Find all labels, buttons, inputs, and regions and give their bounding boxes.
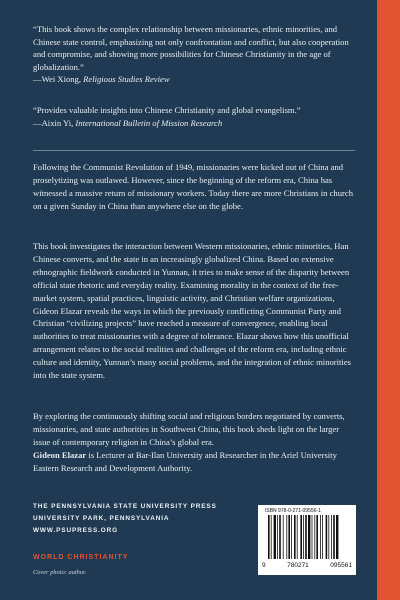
series-name: WORLD CHRISTIANITY	[33, 554, 129, 561]
author-bio-text: is Lecturer at Bar-Ilan University and Researcher in the Ariel University Eastern Research and Development Authority.	[33, 450, 337, 473]
review-quote-2	[33, 104, 355, 129]
review-quote-2-author: —Aixin Yi,	[33, 117, 76, 128]
review-quote-1-text: “This book shows the complex relationship between missionaries, ethnic minorities, and Chinese state control, emphasizing not only confrontation and conflict, but also cooperation and compromise, and showing more possibilities for Chinese Christianity in the age of globalization.”	[33, 24, 349, 72]
review-quote-1-attribution	[33, 73, 355, 86]
isbn-label: ISBN 978-0-271-09556-1	[265, 508, 321, 514]
publisher-website: WWW.PSUPRESS.ORG	[33, 526, 119, 534]
orange-edge-bar	[377, 0, 400, 600]
description-paragraph-1: Following the Communist Revolution of 1949, missionaries were kicked out of China and proselytizing was outlawed. However, since the beginning of the reform era, China has witnessed a massive return of missionary workers. Today there are more Christians in church on a given Sunday in China than anywhere else on the globe.	[33, 162, 353, 211]
publisher-block	[33, 501, 217, 536]
publisher-location: UNIVERSITY PARK, PENNSYLVANIA	[33, 514, 170, 522]
review-quote-1-author: —Wei Xiong,	[33, 74, 84, 85]
cover-credit: Cover photo: author.	[33, 569, 87, 576]
review-quote-2-attribution	[33, 117, 355, 130]
author-bio	[33, 449, 355, 475]
review-quote-2-source: International Bulletin of Mission Research	[75, 117, 223, 128]
isbn-barcode	[258, 505, 356, 575]
review-quote-1	[33, 23, 355, 86]
barcode-digits-right: 095561	[330, 562, 352, 569]
description-paragraph-3: By exploring the continuously shifting social and religious borders negotiated by converts, missionaries, and state authorities in Southwest China, this book sheds light on the larger issue of contemporary religion in China’s global era.	[33, 411, 345, 447]
barcode-digit-first: 9	[262, 562, 266, 569]
author-name: Gideon Elazar	[33, 450, 87, 460]
divider-rule	[33, 150, 355, 151]
publisher-name: THE PENNSYLVANIA STATE UNIVERSITY PRESS	[33, 503, 217, 510]
review-quote-1-source: Religious Studies Review	[83, 74, 170, 85]
description-paragraph-2: This book investigates the interaction between Western missionaries, ethnic minorities, Han Chinese converts, and the state in an increasingly globalized China. Based on extensive ethnographic fieldwork conducted in Yunnan, it tries to make sense of the disparity between official state rhetoric and everyday reality. Examining morality in the context of the free-market system, spatial practices, linguistic activity, and Christian welfare organizations, Gideon Elazar reveals the ways in which the previously conflicting Communist Party and Christian “civilizing projects” have reached a measure of convergence, enabling local authorities to treat missionaries with a degree of tolerance. Elazar shows how this unofficial arrangement relates to the social realities and challenges of the reform era, including ethnic culture and identity, Yunnan’s many social problems, and the integration of ethnic minorities into the state system.	[33, 241, 351, 381]
barcode-digits	[262, 562, 352, 569]
barcode-bars-icon	[262, 515, 352, 561]
barcode-digits-left: 780271	[287, 562, 309, 569]
review-quote-2-text: “Provides valuable insights into Chinese Christianity and global evangelism.”	[33, 105, 301, 115]
